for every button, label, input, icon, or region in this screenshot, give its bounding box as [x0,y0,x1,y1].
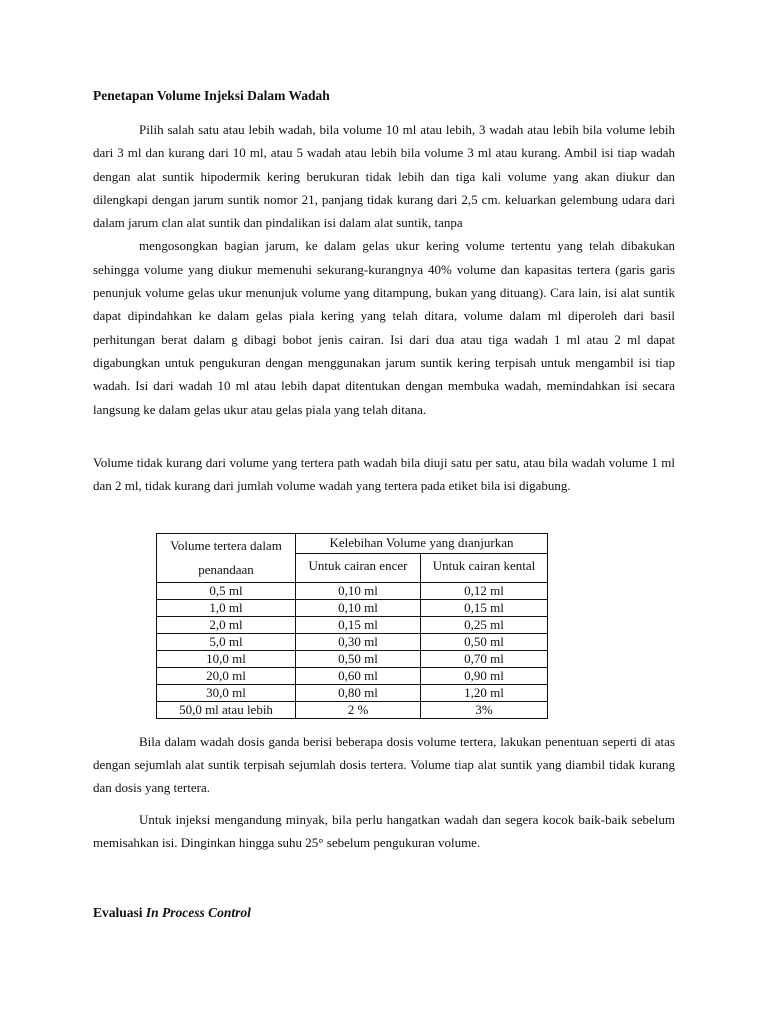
table-row [157,685,548,702]
table-header-row [157,534,548,554]
evaluation-heading-prefix: Evaluasi [93,905,143,920]
table-cell: 0,5 ml [157,583,296,600]
paragraph-procedure [93,118,675,421]
table-cell: 0,30 ml [296,634,421,651]
table-cell: 0,60 ml [296,668,421,685]
paragraph-procedure-part1: Pilih salah satu atau lebih wadah, bila volume 10 ml atau lebih, 3 wadah atau lebih bila volume lebih dari 3 ml dan kurang dari 10 ml, atau 5 wadah atau lebih bila volume 3 ml atau kurang. Ambil isi tiap wadah dengan alat suntik hipodermik kering berukuran tidak lebih dan tiga kali volume yang akan diukur dan dilengkapi dengan jarum suntik nomor 21, panjang tidak kurang dari 2,5 cm. keluarkan gelembung udara dari dalam jarum clan alat suntik dan pindalikan isi dalam alat suntik, tanpa [93,122,675,231]
table-cell: 2 % [296,702,421,719]
evaluation-heading [93,905,251,921]
table-cell: 20,0 ml [157,668,296,685]
table-cell: 30,0 ml [157,685,296,702]
table-cell: 0,70 ml [421,651,548,668]
table-header-labeled-volume: Volume tertera dalam penandaan [157,534,296,583]
table-cell: 0,90 ml [421,668,548,685]
table-cell: 0,25 ml [421,617,548,634]
table-row [157,617,548,634]
table-cell: 10,0 ml [157,651,296,668]
table-cell: 0,50 ml [421,634,548,651]
table-row [157,702,548,719]
table-row [157,583,548,600]
volume-table [156,533,548,719]
paragraph-requirement: Volume tidak kurang dari volume yang tertera path wadah bila diuji satu per satu, atau bila wadah volume 1 ml dan 2 ml, tidak kurang dari jumlah volume wadah yang tertera pada etiket bila isi digabung. [93,455,675,493]
paragraph-procedure-part2: mengosongkan bagian jarum, ke dalam gelas ukur kering volume tertentu yang telah dibakukan sehingga volume yang diukur memenuhi sekurang-kurangnya 40% volume dan kapasitas tertera (garis garis penunjuk volume gelas ukur menunjuk volume yang ditampung, bukan yang dituang). Cara lain, isi alat suntik dapat dipindahkan ke dalam gelas piala kering yang telah ditara, volume dalam ml diperoleh dari basil perhitungan berat dalam g dibagi bobot jenis cairan. Isi dari dua atau tiga wadah 1 ml atau 2 ml dapat digabungkan untuk pengukuran dengan menggunakan jarum suntik kering terpisah untuk mengambil isi tiap wadah. Isi dari wadah 10 ml atau lebih dapat ditentukan dengan membuka wadah, memindahkan isi secara langsung ke dalam gelas ukur atau gelas piala yang telah ditana. [93,238,675,417]
table-cell: 0,50 ml [296,651,421,668]
table-cell: 0,15 ml [421,600,548,617]
table-cell: 1,0 ml [157,600,296,617]
table-cell: 50,0 ml atau lebih [157,702,296,719]
table-subheader-thin: Untuk cairan encer [296,553,421,582]
table-cell: 1,20 ml [421,685,548,702]
table-row [157,651,548,668]
paragraph-multidose: Bila dalam wadah dosis ganda berisi beberapa dosis volume tertera, lakukan penentuan seperti di atas dengan sejumlah alat suntik terpisah sejumlah dosis tertera. Volume tiap alat suntik yang diambil tidak kurang dan dosis yang tertera. [93,734,675,795]
table-subheader-viscous: Untuk cairan kental [421,553,548,582]
table-row [157,600,548,617]
paragraph-oily-injection: Untuk injeksi mengandung minyak, bila perlu hangatkan wadah dan segera kocok baik-baik sebelum memisahkan isi. Dinginkan hingga suhu 25° sebelum pengukuran volume. [93,812,675,850]
table-cell: 2,0 ml [157,617,296,634]
table-cell: 0,15 ml [296,617,421,634]
table-cell: 5,0 ml [157,634,296,651]
table-cell: 0,12 ml [421,583,548,600]
table-row [157,668,548,685]
evaluation-heading-italic: In Process Control [145,905,251,920]
table-cell: 0,10 ml [296,583,421,600]
table-cell: 0,80 ml [296,685,421,702]
table-cell: 3% [421,702,548,719]
table-header-excess-volume: Kelebihan Volume yang dıanjurkan [296,534,548,554]
section-heading: Penetapan Volume Injeksi Dalam Wadah [93,88,330,103]
table-cell: 0,10 ml [296,600,421,617]
table-row [157,634,548,651]
